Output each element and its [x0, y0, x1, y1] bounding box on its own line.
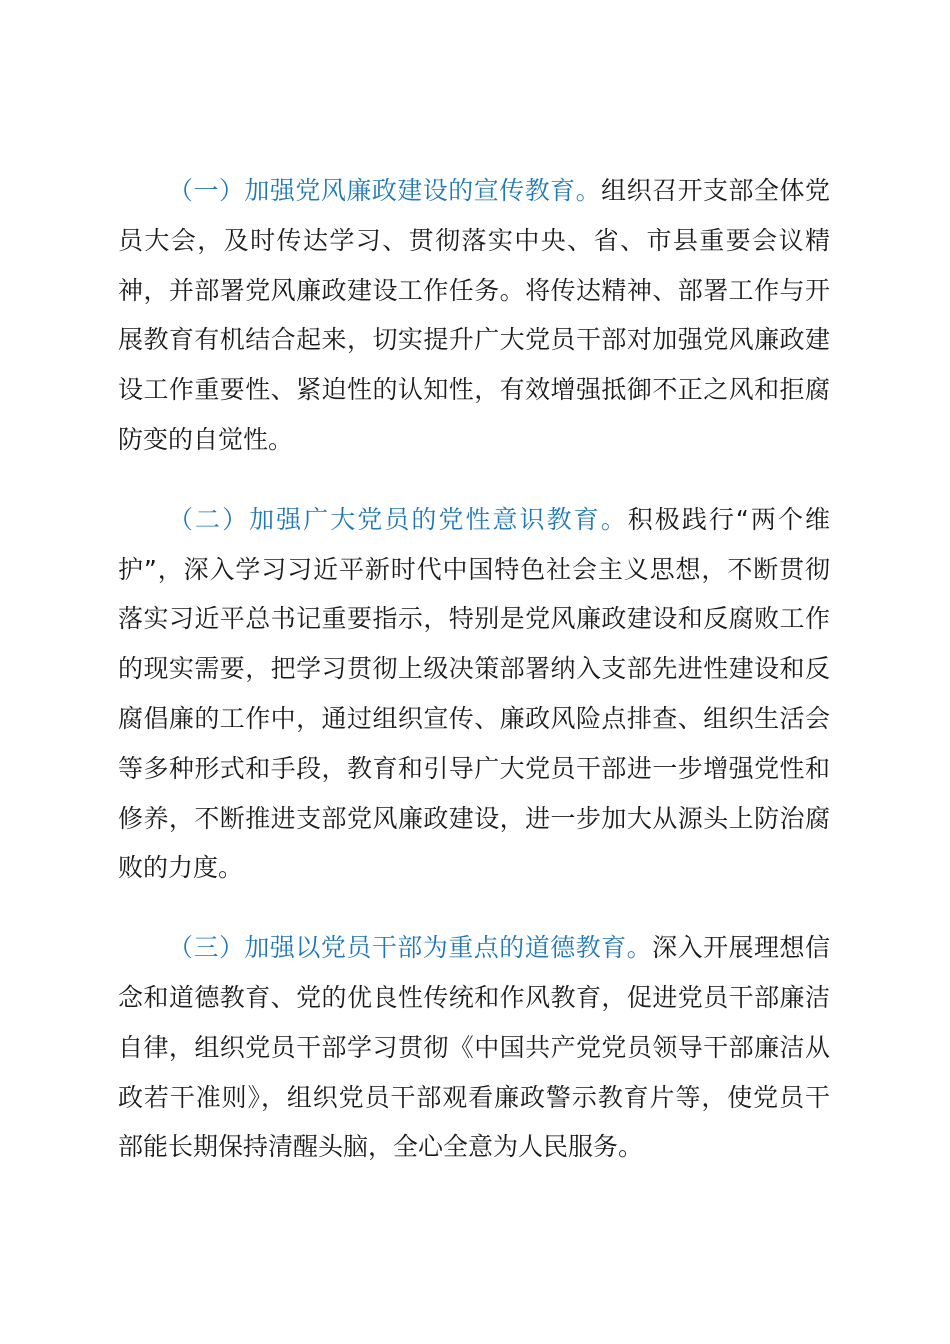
paragraph-2-heading: （二）加强广大党员的党性意识教育。: [168, 504, 628, 534]
paragraph-3-body: 深入开展理想信念和道德教育、党的优良性传统和作风教育，促进党员干部廉洁自律，组织党员干部学习贯彻《中国共产党党员领导干部廉洁从政若干准则》，组织党员干部观看廉政警示教育片等，使党员干部能长期保持清醒头脑，全心全意为人民服务。: [118, 933, 830, 1162]
paragraph-3: [118, 923, 830, 1172]
paragraph-1: [118, 166, 830, 465]
document-page: [118, 166, 830, 1202]
paragraph-1-heading: （一）加强党风廉政建设的宣传教育。: [168, 176, 602, 205]
paragraph-3-heading: （三）加强以党员干部为重点的道德教育。: [168, 933, 653, 963]
paragraph-2: [118, 495, 830, 893]
paragraph-2-body: 积极践行“两个维护”，深入学习习近平新时代中国特色社会主义思想，不断贯彻落实习近平总书记重要指示，特别是党风廉政建设和反腐败工作的现实需要，把学习贯彻上级决策部署纳入支部先进性建设和反腐倡廉的工作中，通过组织宣传、廉政风险点排查、组织生活会等多种形式和手段，教育和引导广大党员干部进一步增强党性和修养，不断推进支部党风廉政建设，进一步加大从源头上防治腐败的力度。: [118, 504, 830, 883]
paragraph-1-body: 组织召开支部全体党员大会，及时传达学习、贯彻落实中央、省、市县重要会议精神，并部署党风廉政建设工作任务。将传达精神、部署工作与开展教育有机结合起来，切实提升广大党员干部对加强党风廉政建设工作重要性、紧迫性的认知性，有效增强抵御不正之风和拒腐防变的自觉性。: [118, 176, 830, 454]
